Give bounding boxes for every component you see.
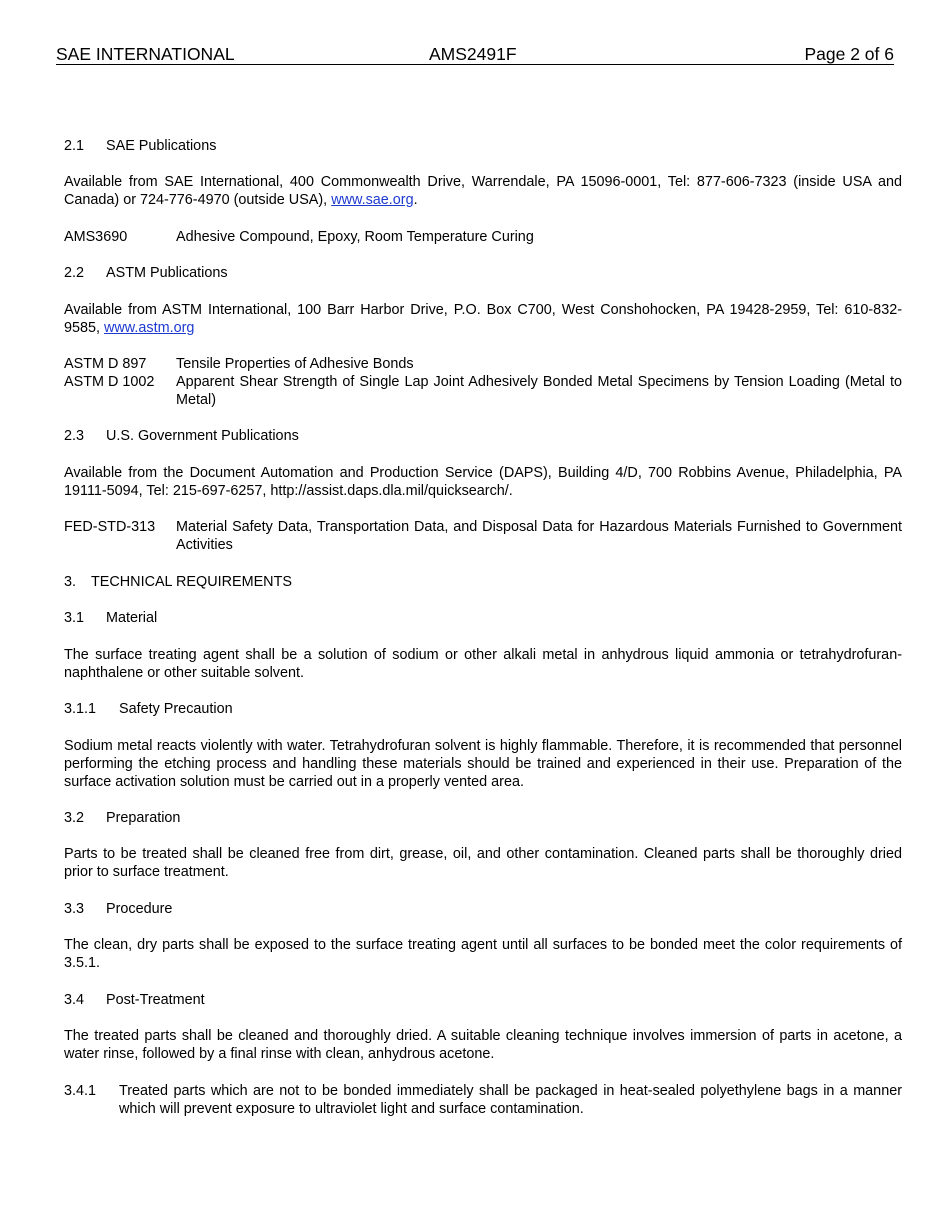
reference-entry: [64, 373, 902, 409]
paragraph-procedure: The clean, dry parts shall be exposed to the surface treating agent until all surfaces to be bonded meet the color requirements of 3.5.1.: [64, 937, 902, 971]
availability-text: Available from SAE International, 400 Commonwealth Drive, Warrendale, PA 15096-0001, Tel: 877-606-7323 (inside USA and Canada) or 724-776-4970 (outside USA),: [64, 174, 902, 208]
section-title: Safety Precaution: [119, 701, 233, 717]
paragraph-astm-availability: [64, 301, 902, 337]
section-title: SAE Publications: [106, 138, 217, 154]
reference-entry: [64, 228, 902, 246]
section-number: 3.1: [64, 610, 85, 626]
section-heading-3-3: [64, 900, 172, 918]
section-number: 2.3: [64, 428, 85, 444]
section-heading-3-2: [64, 809, 180, 827]
reference-code: AMS3690: [64, 229, 128, 245]
section-number: 3.3: [64, 901, 85, 917]
page-header: [56, 44, 894, 65]
paragraph-post-treatment: The treated parts shall be cleaned and thoroughly dried. A suitable cleaning technique involves immersion of parts in acetone, a water rinse, followed by a final rinse with clean, anhydrous acetone.: [64, 1028, 902, 1062]
paragraph-safety-precaution: Sodium metal reacts violently with water. Tetrahydrofuran solvent is highly flammable. Therefore, it is recommended that personnel performing the etching process and handling these materials should be trained and experienced in their use. Preparation of the surface activation solution must be carried out in a properly vented area.: [64, 738, 902, 790]
section-heading-2-2: [64, 264, 228, 282]
paragraph-sae-availability: [64, 173, 902, 209]
section-title: U.S. Government Publications: [106, 428, 299, 444]
reference-description: Tensile Properties of Adhesive Bonds: [176, 356, 414, 372]
section-title: Material: [106, 610, 158, 626]
section-heading-2-1: [64, 137, 216, 155]
section-number: 3.2: [64, 810, 85, 826]
section-number: 3.1.1: [64, 701, 97, 717]
reference-code: ASTM D 1002: [64, 374, 155, 390]
reference-entry: [64, 355, 902, 373]
header-doc-id: AMS2491F: [429, 44, 517, 64]
section-heading-3-4: [64, 991, 205, 1009]
reference-code: ASTM D 897: [64, 356, 147, 372]
reference-code: FED-STD-313: [64, 519, 156, 535]
section-number: 2.1: [64, 138, 85, 154]
reference-description: Adhesive Compound, Epoxy, Room Temperature Curing: [176, 229, 534, 245]
section-number: 3.: [64, 574, 77, 590]
section-title: Preparation: [106, 810, 181, 826]
section-title: ASTM Publications: [106, 265, 228, 281]
section-heading-3-1: [64, 609, 157, 627]
reference-description: Material Safety Data, Transportation Data, and Disposal Data for Hazardous Materials Furnished to Government Activities: [176, 519, 902, 553]
section-number: 3.4.1: [64, 1083, 97, 1099]
paragraph-daps-availability: Available from the Document Automation and Production Service (DAPS), Building 4/D, 700 Robbins Avenue, Philadelphia, PA 19111-5094, Tel: 215-697-6257, http://assist.daps.dla.mil/quicksearch/.: [64, 465, 902, 499]
paragraph-packaging: Treated parts which are not to be bonded immediately shall be packaged in heat-sealed polyethylene bags in a manner which will prevent exposure to ultraviolet light and surface contamination.: [119, 1083, 902, 1117]
astm-website-link[interactable]: www.astm.org: [104, 320, 195, 336]
subsection-3-4-1: [64, 1082, 902, 1118]
section-title: Procedure: [106, 901, 173, 917]
paragraph-material: The surface treating agent shall be a solution of sodium or other alkali metal in anhydrous liquid ammonia or tetrahydrofuran-naphthalene or other suitable solvent.: [64, 647, 902, 681]
paragraph-preparation: Parts to be treated shall be cleaned free from dirt, grease, oil, and other contamination. Cleaned parts shall be thoroughly dried prior to surface treatment.: [64, 846, 902, 880]
sae-website-link[interactable]: www.sae.org: [331, 192, 414, 208]
reference-entry: [64, 518, 902, 554]
header-org: SAE INTERNATIONAL: [56, 44, 235, 64]
availability-text: Available from ASTM International, 100 Barr Harbor Drive, P.O. Box C700, West Conshohocken, PA 19428-2959, Tel: 610-832-9585,: [64, 302, 902, 336]
header-page-number: Page 2 of 6: [804, 44, 894, 64]
section-title: Post-Treatment: [106, 992, 205, 1008]
section-number: 2.2: [64, 265, 85, 281]
section-number: 3.4: [64, 992, 85, 1008]
section-heading-2-3: [64, 427, 299, 445]
section-heading-3-1-1: [64, 700, 233, 718]
reference-description: Apparent Shear Strength of Single Lap Joint Adhesively Bonded Metal Specimens by Tension Loading (Metal to Metal): [176, 374, 902, 408]
link-trailing-period: .: [413, 192, 418, 208]
section-heading-3: [64, 573, 292, 591]
section-title: TECHNICAL REQUIREMENTS: [91, 574, 292, 590]
